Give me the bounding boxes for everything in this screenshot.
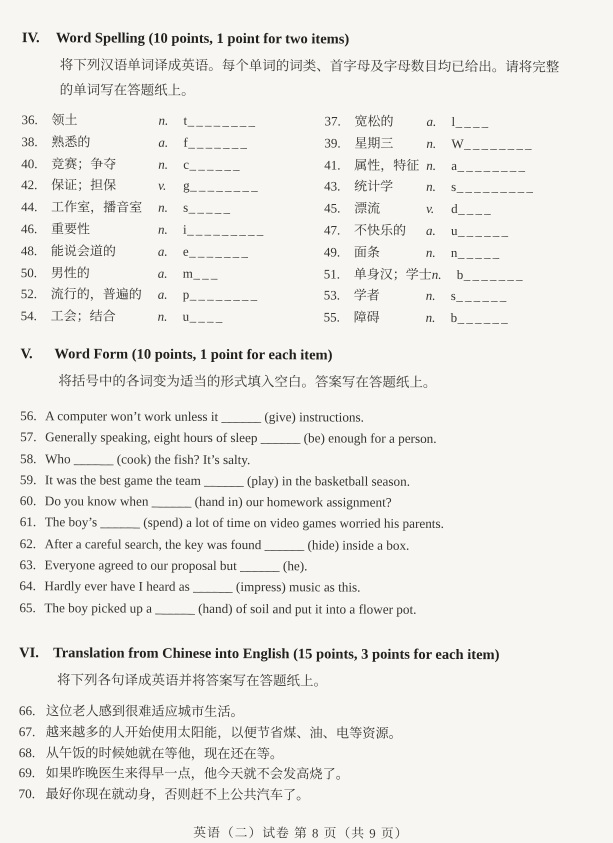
word-item bbox=[324, 132, 586, 155]
translation-text: 越来越多的人开始使用太阳能，以便节省煤、油、电等资源。 bbox=[45, 723, 402, 741]
item-number: 39. bbox=[324, 135, 341, 151]
item-letter-blanks: _________ bbox=[187, 221, 266, 238]
item-first-letter: f bbox=[183, 134, 189, 150]
item-answer-blank bbox=[451, 285, 509, 307]
sentence-item bbox=[19, 597, 584, 621]
item-number: 55. bbox=[323, 309, 340, 325]
word-item bbox=[324, 241, 586, 264]
translation-item bbox=[19, 763, 584, 786]
translation-item bbox=[18, 784, 583, 807]
section-title: Translation from Chinese into English (15 points, 3 points for each item) bbox=[53, 645, 500, 664]
item-first-letter: a bbox=[451, 157, 458, 173]
item-first-letter: s bbox=[183, 199, 189, 216]
translation-sentences bbox=[18, 701, 583, 807]
item-number: 48. bbox=[20, 242, 38, 258]
item-letter-blanks: _____ bbox=[188, 200, 233, 216]
sentence-text: After a careful search, the key was found ______ (hide) inside a box. bbox=[44, 535, 410, 553]
word-item bbox=[324, 307, 586, 330]
sentence-text: Generally speaking, eight hours of sleep ______ (be) enough for a person. bbox=[45, 429, 437, 447]
sentence-text: A computer won’t work unless it ______ (give) instructions. bbox=[45, 408, 365, 425]
item-part-of-speech: n. bbox=[426, 157, 437, 173]
word-spelling-list bbox=[21, 109, 587, 329]
sentence-text: It was the best game the team ______ (play) in the basketball season. bbox=[44, 472, 411, 489]
word-item bbox=[21, 174, 324, 197]
word-item bbox=[324, 110, 586, 133]
item-number: 46. bbox=[20, 221, 38, 237]
item-first-letter: s bbox=[451, 179, 457, 195]
item-answer-blank bbox=[183, 132, 249, 154]
item-answer-blank bbox=[451, 133, 533, 155]
sentence-item bbox=[20, 426, 585, 450]
item-chinese-word: 面条 bbox=[353, 244, 380, 260]
item-number: 42. bbox=[21, 177, 38, 193]
item-chinese-word: 工会；结合 bbox=[50, 308, 116, 324]
word-item bbox=[324, 263, 586, 286]
item-number: 44. bbox=[21, 199, 38, 215]
item-chinese-word: 保证；担保 bbox=[51, 177, 117, 193]
section-title: Word Spelling (10 points, 1 point for two items) bbox=[55, 30, 350, 48]
item-part-of-speech: n. bbox=[157, 308, 168, 324]
word-item bbox=[324, 154, 586, 177]
section-instructions: 将括号中的各词变为适当的形式填入空白。答案写在答题纸上。 bbox=[58, 373, 437, 390]
item-part-of-speech: n. bbox=[158, 156, 169, 172]
item-letter-blanks: _____ bbox=[457, 244, 502, 260]
item-number: 52. bbox=[20, 286, 38, 302]
item-answer-blank bbox=[451, 176, 535, 198]
item-chinese-word: 竞赛；争夺 bbox=[51, 155, 117, 172]
section-header bbox=[22, 28, 587, 50]
item-answer-blank bbox=[183, 219, 266, 241]
item-number: 51. bbox=[323, 265, 341, 282]
sentence-text: Everyone agreed to our proposal but ______ (he). bbox=[44, 557, 308, 574]
item-number: 49. bbox=[323, 244, 341, 260]
word-item bbox=[21, 262, 324, 285]
item-letter-blanks: ________ bbox=[187, 112, 258, 129]
item-chinese-word: 男性的 bbox=[50, 264, 90, 280]
item-answer-blank bbox=[451, 198, 493, 220]
item-chinese-word: 学者 bbox=[353, 287, 380, 304]
translation-item bbox=[19, 722, 584, 745]
item-letter-blanks: _______ bbox=[463, 266, 525, 282]
item-part-of-speech: n. bbox=[431, 266, 442, 282]
item-first-letter: d bbox=[451, 201, 459, 217]
item-chinese-word: 领土 bbox=[51, 112, 78, 128]
item-first-letter: m bbox=[182, 265, 194, 281]
item-letter-blanks: _________ bbox=[456, 179, 536, 195]
section-word-spelling bbox=[21, 28, 587, 329]
item-part-of-speech: v. bbox=[158, 178, 167, 194]
item-chinese-word: 重要性 bbox=[50, 221, 91, 237]
item-part-of-speech: a. bbox=[157, 265, 168, 281]
item-part-of-speech: n. bbox=[426, 135, 437, 151]
item-answer-blank bbox=[183, 175, 260, 197]
item-first-letter: b bbox=[456, 266, 464, 282]
item-number: 61. bbox=[19, 514, 37, 530]
item-part-of-speech: n. bbox=[157, 221, 168, 237]
item-chinese-word: 漂流 bbox=[354, 200, 381, 216]
item-letter-blanks: ____ bbox=[458, 201, 493, 217]
sentence-item bbox=[20, 512, 585, 536]
item-chinese-word: 能说会道的 bbox=[50, 243, 116, 259]
item-number: 37. bbox=[324, 113, 341, 129]
item-answer-blank bbox=[451, 307, 510, 329]
item-answer-blank bbox=[183, 197, 232, 219]
item-part-of-speech: n. bbox=[158, 112, 169, 128]
item-first-letter: i bbox=[182, 221, 188, 237]
sentence-text: Do you know when ______ (hand in) our homework assignment? bbox=[44, 493, 392, 510]
section-title: Word Form (10 points, 1 point for each item) bbox=[54, 346, 333, 364]
item-number: 56. bbox=[20, 408, 37, 424]
item-first-letter: n bbox=[450, 244, 458, 260]
section-word-form bbox=[19, 344, 585, 620]
item-first-letter: l bbox=[451, 113, 456, 129]
word-item bbox=[21, 131, 324, 154]
item-chinese-word: 单身汉；学士 bbox=[353, 266, 432, 282]
word-item bbox=[324, 176, 586, 199]
item-answer-blank bbox=[183, 262, 220, 284]
section-numeral: V. bbox=[20, 346, 33, 363]
item-letter-blanks: ______ bbox=[189, 156, 242, 172]
item-letter-blanks: ________ bbox=[464, 135, 534, 152]
item-letter-blanks: ___ bbox=[193, 265, 220, 281]
item-part-of-speech: a. bbox=[157, 243, 168, 259]
item-first-letter: u bbox=[182, 308, 190, 325]
item-answer-blank bbox=[451, 111, 490, 133]
item-chinese-word: 工作室，播音室 bbox=[51, 199, 143, 215]
item-number: 59. bbox=[19, 471, 37, 488]
item-first-letter: p bbox=[182, 287, 190, 303]
translation-text: 这位老人感到很难适应城市生活。 bbox=[45, 703, 244, 720]
item-letter-blanks: ____ bbox=[455, 113, 491, 130]
item-number: 47. bbox=[323, 222, 341, 238]
item-chinese-word: 属性，特征 bbox=[354, 157, 420, 173]
translation-item bbox=[19, 743, 584, 766]
section-instructions: 将下列汉语单词译成英语。每个单词的词类、首字母及字母数目均已给出。请将完整的单词写在答题纸上。 bbox=[59, 57, 560, 98]
sentence-item bbox=[19, 575, 584, 599]
item-chinese-word: 星期三 bbox=[354, 135, 394, 151]
item-letter-blanks: ______ bbox=[457, 222, 511, 239]
word-item bbox=[21, 218, 324, 241]
item-number: 57. bbox=[20, 429, 37, 445]
item-letter-blanks: ______ bbox=[456, 288, 509, 304]
item-number: 69. bbox=[18, 765, 36, 781]
item-part-of-speech: a. bbox=[425, 222, 436, 238]
word-item bbox=[324, 219, 586, 242]
word-item bbox=[21, 305, 324, 328]
item-number: 68. bbox=[18, 744, 36, 760]
sentence-text: Who ______ (cook) the fish? It’s salty. bbox=[44, 450, 251, 467]
item-number: 50. bbox=[20, 264, 38, 280]
item-answer-blank bbox=[183, 284, 260, 306]
sentence-item bbox=[20, 448, 585, 472]
item-chinese-word: 统计学 bbox=[354, 178, 394, 195]
item-letter-blanks: _______ bbox=[189, 243, 251, 259]
item-number: 67. bbox=[18, 723, 36, 739]
translation-text: 最好你现在就动身，否则赶不上公共汽车了。 bbox=[45, 786, 310, 803]
translation-item bbox=[19, 701, 584, 724]
item-first-letter: s bbox=[450, 288, 457, 304]
sentence-item bbox=[20, 533, 585, 557]
item-answer-blank bbox=[451, 155, 527, 177]
item-number: 64. bbox=[19, 578, 36, 594]
item-answer-blank bbox=[183, 241, 250, 263]
item-answer-blank bbox=[451, 242, 502, 264]
item-chinese-word: 不快乐的 bbox=[353, 222, 407, 238]
item-number: 45. bbox=[324, 200, 341, 216]
word-item bbox=[324, 198, 586, 221]
item-number: 53. bbox=[323, 287, 340, 303]
item-chinese-word: 宽松的 bbox=[354, 113, 394, 129]
item-first-letter: c bbox=[183, 156, 190, 172]
section-numeral: IV. bbox=[21, 30, 40, 47]
word-item bbox=[21, 109, 324, 132]
item-number: 43. bbox=[324, 178, 341, 194]
item-answer-blank bbox=[183, 306, 225, 328]
item-letter-blanks: ________ bbox=[190, 178, 260, 194]
item-number: 65. bbox=[19, 599, 36, 615]
item-letter-blanks: ____ bbox=[189, 309, 225, 325]
word-column-left bbox=[21, 109, 325, 328]
item-number: 38. bbox=[21, 133, 38, 149]
item-number: 36. bbox=[21, 112, 38, 128]
item-letter-blanks: _______ bbox=[188, 134, 250, 150]
word-item bbox=[324, 285, 586, 308]
item-first-letter: t bbox=[183, 112, 188, 128]
item-letter-blanks: ________ bbox=[457, 157, 528, 173]
item-chinese-word: 流行的，普遍的 bbox=[50, 286, 142, 302]
item-first-letter: b bbox=[450, 310, 458, 326]
item-letter-blanks: ______ bbox=[457, 310, 510, 326]
section-header bbox=[19, 643, 584, 665]
item-chinese-word: 障碍 bbox=[353, 309, 380, 325]
sentence-item bbox=[20, 490, 585, 514]
page-footer: 英语（二）试卷 第 8 页（共 9 页） bbox=[193, 825, 409, 841]
translation-text: 从午饭的时候她就在等他，现在还在等。 bbox=[45, 744, 284, 761]
section-instructions: 将下列各句译成英语并将答案写在答题纸上。 bbox=[57, 672, 328, 689]
item-answer-blank bbox=[183, 110, 257, 132]
section-numeral: VI. bbox=[19, 645, 39, 662]
item-first-letter: g bbox=[183, 178, 191, 194]
sentence-text: Hardly ever have I heard as ______ (impress) music as this. bbox=[44, 578, 361, 595]
item-part-of-speech: n. bbox=[426, 179, 436, 195]
word-item bbox=[21, 153, 324, 176]
item-first-letter: e bbox=[182, 243, 190, 259]
item-first-letter: u bbox=[450, 222, 459, 238]
item-part-of-speech: n. bbox=[425, 244, 436, 260]
item-part-of-speech: n. bbox=[425, 310, 436, 326]
item-part-of-speech: n. bbox=[425, 288, 436, 304]
item-part-of-speech: n. bbox=[158, 199, 168, 215]
word-item bbox=[21, 196, 324, 219]
item-part-of-speech: a. bbox=[157, 287, 168, 303]
item-number: 54. bbox=[20, 308, 37, 324]
sentence-item bbox=[20, 405, 585, 429]
item-number: 62. bbox=[19, 535, 37, 551]
item-answer-blank bbox=[451, 220, 510, 242]
item-part-of-speech: v. bbox=[426, 201, 435, 217]
word-form-sentences bbox=[19, 405, 585, 620]
item-answer-blank bbox=[457, 264, 525, 286]
item-number: 66. bbox=[18, 703, 36, 719]
item-chinese-word: 熟悉的 bbox=[51, 134, 91, 150]
item-number: 58. bbox=[19, 450, 37, 466]
sentence-item bbox=[19, 554, 584, 578]
item-number: 63. bbox=[19, 557, 37, 573]
item-letter-blanks: ________ bbox=[189, 287, 260, 303]
item-number: 41. bbox=[324, 157, 341, 173]
sentence-text: The boy picked up a ______ (hand) of soil and put it into a flower pot. bbox=[44, 599, 417, 617]
word-item bbox=[21, 283, 324, 306]
item-part-of-speech: a. bbox=[158, 134, 169, 150]
word-item bbox=[21, 240, 324, 263]
section-header bbox=[20, 344, 585, 366]
item-answer-blank bbox=[183, 153, 242, 175]
item-part-of-speech: a. bbox=[426, 113, 437, 129]
item-first-letter: W bbox=[451, 135, 465, 151]
translation-text: 如果昨晚医生来得早一点，他今天就不会发高烧了。 bbox=[45, 765, 349, 782]
sentence-text: The boy’s ______ (spend) a lot of time on video games worried his parents. bbox=[44, 514, 444, 532]
item-number: 40. bbox=[21, 155, 38, 171]
section-translation bbox=[18, 643, 584, 807]
item-number: 60. bbox=[19, 493, 37, 509]
sentence-item bbox=[20, 469, 585, 493]
word-column-right bbox=[324, 110, 587, 329]
item-number: 70. bbox=[18, 786, 36, 802]
